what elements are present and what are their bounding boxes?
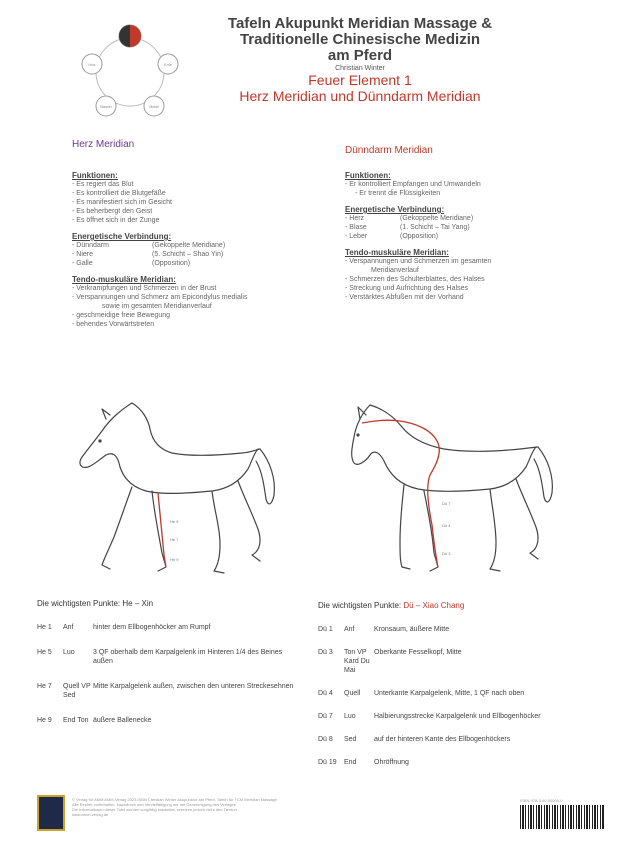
list-item: - Es öffnet sich in der Zunge [72,217,160,224]
table-row: Dü 4 Quell Unterkante Karpalgelenk, Mitte, 1 QF nach oben [318,690,525,697]
list-item: - Galle (Opposition) [72,260,191,267]
duenndarm-funktionen-title: Funktionen: [345,171,391,180]
publisher-logo [37,795,65,831]
list-item: - Blase (1. Schicht – Tai Yang) [345,224,470,231]
node-label-holz: Holz [88,63,96,67]
horse-illustration-herz [62,395,292,585]
list-item: - Schmerzen des Schulterblattes, des Halses [345,276,485,283]
list-item: - geschmeidige freie Bewegung [72,312,171,319]
list-item: - Es regiert das Blut [72,181,134,188]
herz-heading: Herz Meridian [72,139,135,150]
table-row: Dü 1 Anf Kronsaum, äußere Mitte [318,626,450,633]
list-item: - Leber (Opposition) [345,233,439,240]
horse-illustration-duenndarm [340,395,570,585]
node-label-metall: Metall [149,105,159,109]
author: Christian Winter [335,65,385,72]
node-feuer [119,25,141,47]
list-item: - Verspannungen und Schmerz am Epicondylus medialis [72,294,248,301]
node-erde [158,54,178,74]
table-row: Dü 7 Luo Halbierungsstrecke Karpalgelenk und Ellbogenhöcker [318,713,541,720]
node-label-erde: Erde [164,63,172,67]
list-item: - Streckung und Aufrichtung des Halses [345,285,468,292]
meridians-line: Herz Meridian und Dünndarm Meridian [239,88,481,104]
herz-tendo-list [72,284,332,329]
list-item: sowie im gesamten Meridianverlauf [102,303,212,310]
svg-text:Dü 4: Dü 4 [442,523,451,528]
title-block [180,16,540,104]
node-metall [144,96,164,116]
points-duenndarm [318,601,613,767]
node-holz [82,54,102,74]
list-item: - behendes Vorwärtstreten [72,321,155,328]
duenndarm-energetik-title: Energetische Verbindung: [345,205,445,214]
points-herz-heading: Die wichtigsten Punkte: He – Xin [37,599,154,608]
element-line: Feuer Element 1 [308,72,412,88]
table-row: He 1 Anf hinter dem Ellbogenhöcker am Rumpf [37,624,211,631]
list-item: - Verstärktes Abfußen mit der Vorhand [345,294,464,301]
list-item: - Es kontrolliert die Blutgefäße [72,190,166,197]
duenndarm-tendo-title: Tendo-muskuläre Meridian: [345,248,449,257]
duenndarm-section [345,145,605,302]
title-line-3: am Pferd [327,47,393,64]
herz-funktionen-list [72,180,332,225]
herz-section [72,139,332,329]
list-item: - Er kontrolliert Empfangen und Umwandeln [345,181,481,188]
list-item: - Verkrampfungen und Schmerzen in der Brust [72,285,217,292]
svg-text:He 7: He 7 [170,537,179,542]
table-row: Dü 3 Ton VP Kard Du Mai Oberkante Fesselkopf, Mitte [318,649,462,674]
herz-energetik-title: Energetische Verbindung: [72,232,172,241]
herz-funktionen-title: Funktionen: [72,171,118,180]
svg-text:Dü 3: Dü 3 [442,551,451,556]
svg-text:He 5: He 5 [170,519,179,524]
list-item: - Es manifestiert sich im Gesicht [72,199,172,206]
table-row: He 5 Luo 3 QF oberhalb dem Karpalgelenk im Hinteren 1/4 des Beines außen [37,649,283,665]
five-elements-diagram [78,24,190,124]
title-line-2: Traditionelle Chinesische Medizin [239,31,481,48]
table-row: He 7 Quell VP Sed Mitte Karpalgelenk außen, zwischen den unteren Streckesehnen [37,683,294,699]
list-item: - Er trennt die Flüssigkeiten [355,190,441,197]
title-line-1: Tafeln Akupunkt Meridian Massage & [227,15,493,32]
svg-text:Dü 7: Dü 7 [442,501,451,506]
node-label-wasser: Wasser [100,105,112,109]
barcode [520,798,604,832]
table-row: Dü 19 End Ohröffnung [318,759,409,766]
list-item: - Herz (Gekoppelte Meridiane) [345,215,474,222]
points-herz [37,599,302,725]
herz-tendo-title: Tendo-muskuläre Meridian: [72,275,176,284]
list-item: - Niere (5. Schicht – Shao Yin) [72,251,224,258]
isbn-label: ISBN 978-3-00-00000-0 [520,798,563,803]
svg-text:He 9: He 9 [170,557,179,562]
list-item: Meridianverlauf [371,267,419,274]
duenndarm-heading: Dünndarm Meridian [345,145,433,156]
points-duenndarm-heading: Die wichtigsten Punkte: Dü – Xiao Chang [318,601,465,610]
table-row: Dü 8 Sed auf der hinteren Kante des Ellbogenhöckers [318,736,511,743]
duenndarm-funktionen-list [345,180,605,198]
duenndarm-tendo-list [345,257,605,302]
table-row: He 9 End Ton äußere Ballenecke [37,717,152,724]
footer-text: © Verlag für AMM AMM-Verlag 2023 ISBN Christian Winter Akupunktur am Pferd, Tafeln für TCM Meridian Massage Alle Rechte vorbehalten. Nachdruck und Vervielfältigung nur mit Genehmigung des Verlages Die Informationen dieser Tafel wurden sorgfältig erarbeitet, ersetzen jedoch nicht den Tierarzt www.amm-verlag.de [72,797,277,817]
list-item: - Verspannungen und Schmerzen im gesamten [345,258,492,265]
list-item: - Es beherbergt den Geist [72,208,153,215]
herz-energetik-list [72,241,332,268]
list-item: - Dünndarm (Gekoppelte Meridiane) [72,242,226,249]
node-wasser [96,96,116,116]
duenndarm-energetik-list [345,214,605,241]
